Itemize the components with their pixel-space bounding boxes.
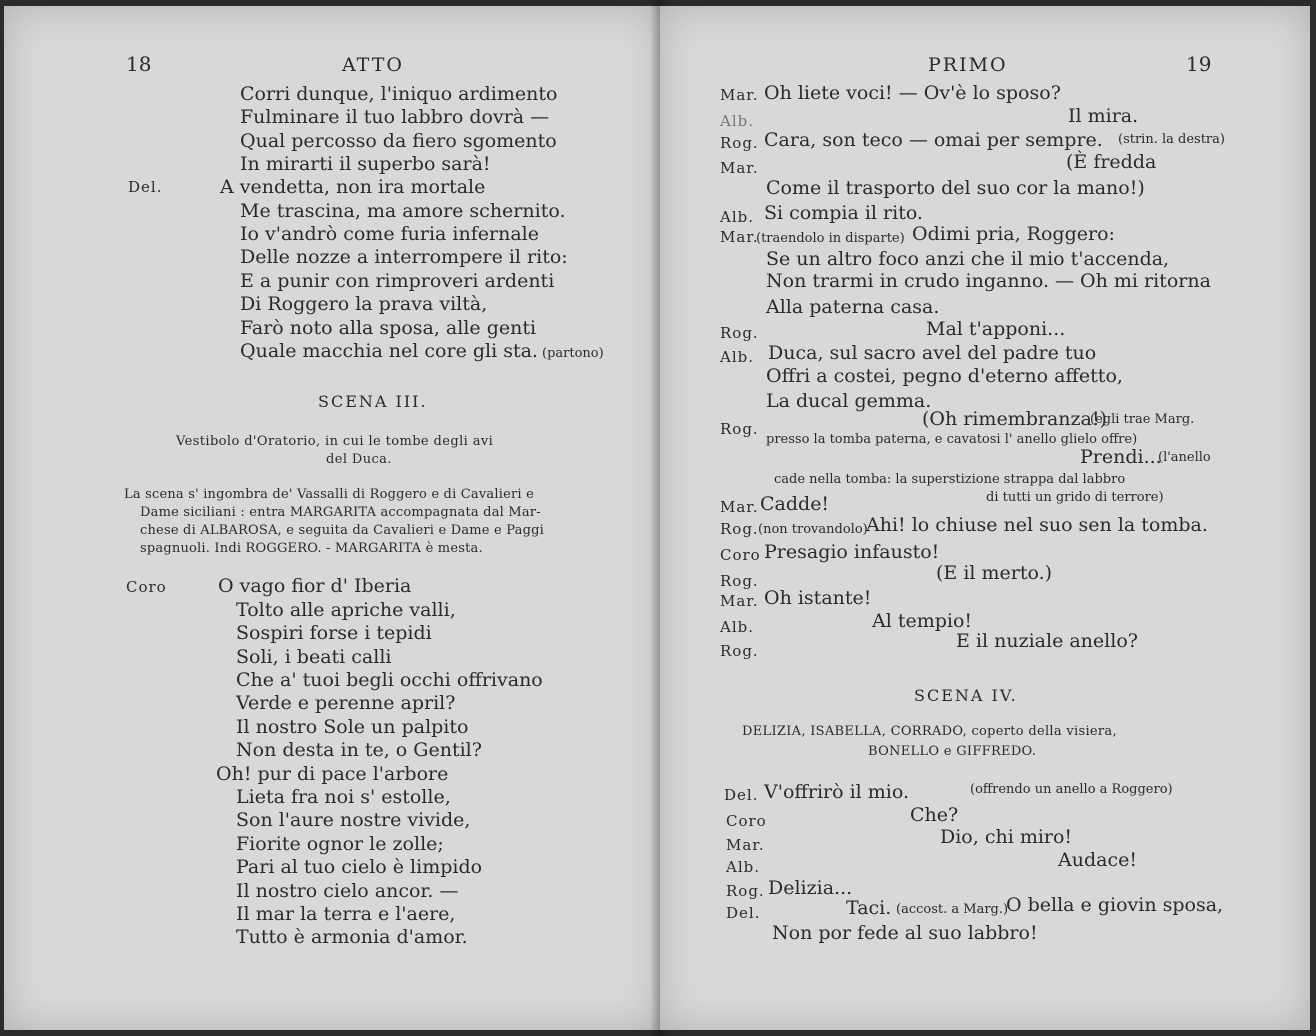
speaker-label: Mar. [720,228,759,246]
dialogue-line: Prendi... [1080,446,1162,468]
verse-line: A vendetta, non ira mortale [220,176,486,198]
speaker-label: Alb. [720,348,754,366]
speaker-label: Del. [724,786,759,804]
dialogue-line: Non por fede al suo labbro! [772,922,1038,944]
stage-direction: (l'anello [1158,450,1211,465]
stage-direction: Dame siciliani : entra MARGARITA accompagnata dal Mar- [140,505,541,520]
stage-direction: spagnuoli. Indi ROGGERO. - MARGARITA è mesta. [140,541,483,556]
speaker-label: Del. [128,178,163,196]
stage-direction: (non trovandolo) [758,522,868,537]
stage-direction: di tutti un grido di terrore) [986,490,1164,505]
verse-line: Il mar la terra e l'aere, [236,903,456,925]
dialogue-line: Odimi pria, Roggero: [912,223,1115,245]
speaker-label: Mar. [720,592,759,610]
setting-line: del Duca. [326,452,392,467]
dialogue-line: Delizia... [768,877,853,899]
dialogue-line: E il nuziale anello? [956,630,1138,652]
stage-direction: (partono) [542,346,604,361]
dialogue-line: Alla paterna casa. [766,296,940,318]
verse-line: Il nostro Sole un palpito [236,716,469,738]
verse-line: Son l'aure nostre vivide, [236,809,471,831]
cast-line: DELIZIA, ISABELLA, CORRADO, coperto della visiera, [742,724,1117,739]
speaker-label: Coro [726,812,767,830]
speaker-label: Mar. [720,498,759,516]
dialogue-line: Mal t'apponi... [926,318,1066,340]
running-head-left: ATTO [342,54,404,76]
stage-direction: La scena s' ingombra de' Vassalli di Roggero e di Cavalieri e [124,487,534,502]
stage-direction: (accost. a Marg.) [896,902,1009,917]
speaker-label: Rog. [720,324,759,342]
speaker-label: Mar. [720,86,759,104]
verse-line: Il nostro cielo ancor. — [236,880,459,902]
speaker-label: Alb. [720,618,754,636]
verse-line: Soli, i beati calli [236,646,392,668]
page-number-right: 19 [1186,52,1212,76]
speaker-label: Mar. [720,159,759,177]
setting-line: Vestibolo d'Oratorio, in cui le tombe degli avi [176,434,494,449]
verse-line: Lieta fra noi s' estolle, [236,786,451,808]
dialogue-line: Presagio infausto! [764,541,940,563]
dialogue-line: V'offrirò il mio. [764,781,910,803]
speaker-label: Del. [726,904,761,922]
dialogue-line: Oh liete voci! — Ov'è lo sposo? [764,82,1061,104]
dialogue-line: Offri a costei, pegno d'eterno affetto, [766,365,1123,387]
dialogue-line: (E il merto.) [936,562,1053,584]
speaker-label: Alb. [720,112,754,130]
verse-line: Non desta in te, o Gentil? [236,739,482,761]
stage-direction: (offrendo un anello a Roggero) [970,782,1173,797]
verse-line: Tutto è armonia d'amor. [236,926,468,948]
verse-line: Me trascina, ma amore schernito. [240,200,566,222]
dialogue-line: La ducal gemma. [766,390,932,412]
verse-line: O vago fior d' Iberia [218,575,412,597]
verse-line: Sospiri forse i tepidi [236,622,432,644]
running-head-right: PRIMO [928,54,1008,76]
stage-direction: (traendolo in disparte) [756,231,905,246]
verse-line: Fiorite ognor le zolle; [236,833,444,855]
dialogue-line: Si compia il rito. [764,202,923,224]
dialogue-line: Ahi! lo chiuse nel suo sen la tomba. [866,514,1208,536]
right-page [660,6,1310,1030]
verse-line: Che a' tuoi begli occhi offrivano [236,669,543,691]
stage-direction: presso la tomba paterna, e cavatosi l' anello glielo offre) [766,432,1138,447]
verse-line: Tolto alle apriche valli, [236,599,456,621]
verse-line: Quale macchia nel core gli sta. [240,340,538,362]
verse-line: Pari al tuo cielo è limpido [236,856,483,878]
scene-title: SCENA III. [318,392,428,411]
stage-direction: (strin. la destra) [1118,132,1225,147]
speaker-label: Rog. [726,882,765,900]
dialogue-line: Se un altro foco anzi che il mio t'accenda, [766,248,1170,270]
verse-line: Delle nozze a interrompere il rito: [240,246,568,268]
speaker-label: Rog. [720,134,759,152]
left-page [4,6,660,1030]
verse-line: Farò noto alla sposa, alle genti [240,317,537,339]
speaker-label: Alb. [726,858,760,876]
dialogue-line: Come il trasporto del suo cor la mano!) [766,177,1145,199]
dialogue-line: Duca, sul sacro avel del padre tuo [768,342,1097,364]
verse-line: Verde e perenne april? [236,692,456,714]
verse-line: In mirarti il superbo sarà! [240,153,491,175]
dialogue-line: (È fredda [1066,151,1157,173]
stage-direction: cade nella tomba: la superstizione strappa dal labbro [774,472,1126,487]
verse-line: Oh! pur di pace l'arbore [216,763,449,785]
dialogue-line: O bella e giovin sposa, [1006,894,1224,916]
speaker-label: Rog. [720,642,759,660]
stage-direction: (egli trae Marg. [1090,412,1195,427]
speaker-label: Mar. [726,836,765,854]
stage-direction: chese di ALBAROSA, e seguita da Cavalieri e Dame e Paggi [140,523,544,538]
verse-line: E a punir con rimproveri ardenti [240,270,555,292]
verse-line: Qual percosso da fiero sgomento [240,130,557,152]
speaker-label: Rog. [720,520,759,538]
dialogue-line: Al tempio! [872,610,973,632]
speaker-label: Coro [720,546,761,564]
dialogue-line: Che? [910,804,959,826]
dialogue-line: Cara, son teco — omai per sempre. [764,129,1103,151]
verse-line: Di Roggero la prava viltà, [240,293,488,315]
verse-line: Fulminare il tuo labbro dovrà — [240,106,550,128]
dialogue-line: (Oh rimembranza!) [922,408,1107,430]
dialogue-line: Dio, chi miro! [940,826,1073,848]
speaker-label: Coro [126,578,167,596]
dialogue-line: Taci. [846,897,892,919]
verse-line: Corri dunque, l'iniquo ardimento [240,83,558,105]
page-number-left: 18 [126,52,152,76]
scene-title: SCENA IV. [914,686,1018,705]
speaker-label: Alb. [720,208,754,226]
dialogue-line: Oh istante! [764,587,872,609]
dialogue-line: Il mira. [1068,105,1139,127]
dialogue-line: Audace! [1058,849,1137,871]
cast-line: BONELLO e GIFFREDO. [868,744,1037,759]
speaker-label: Rog. [720,420,759,438]
verse-line: Io v'andrò come furia infernale [240,223,539,245]
dialogue-line: Non trarmi in crudo inganno. — Oh mi ritorna [766,270,1211,292]
speaker-label: Rog. [720,572,759,590]
dialogue-line: Cadde! [760,493,830,515]
